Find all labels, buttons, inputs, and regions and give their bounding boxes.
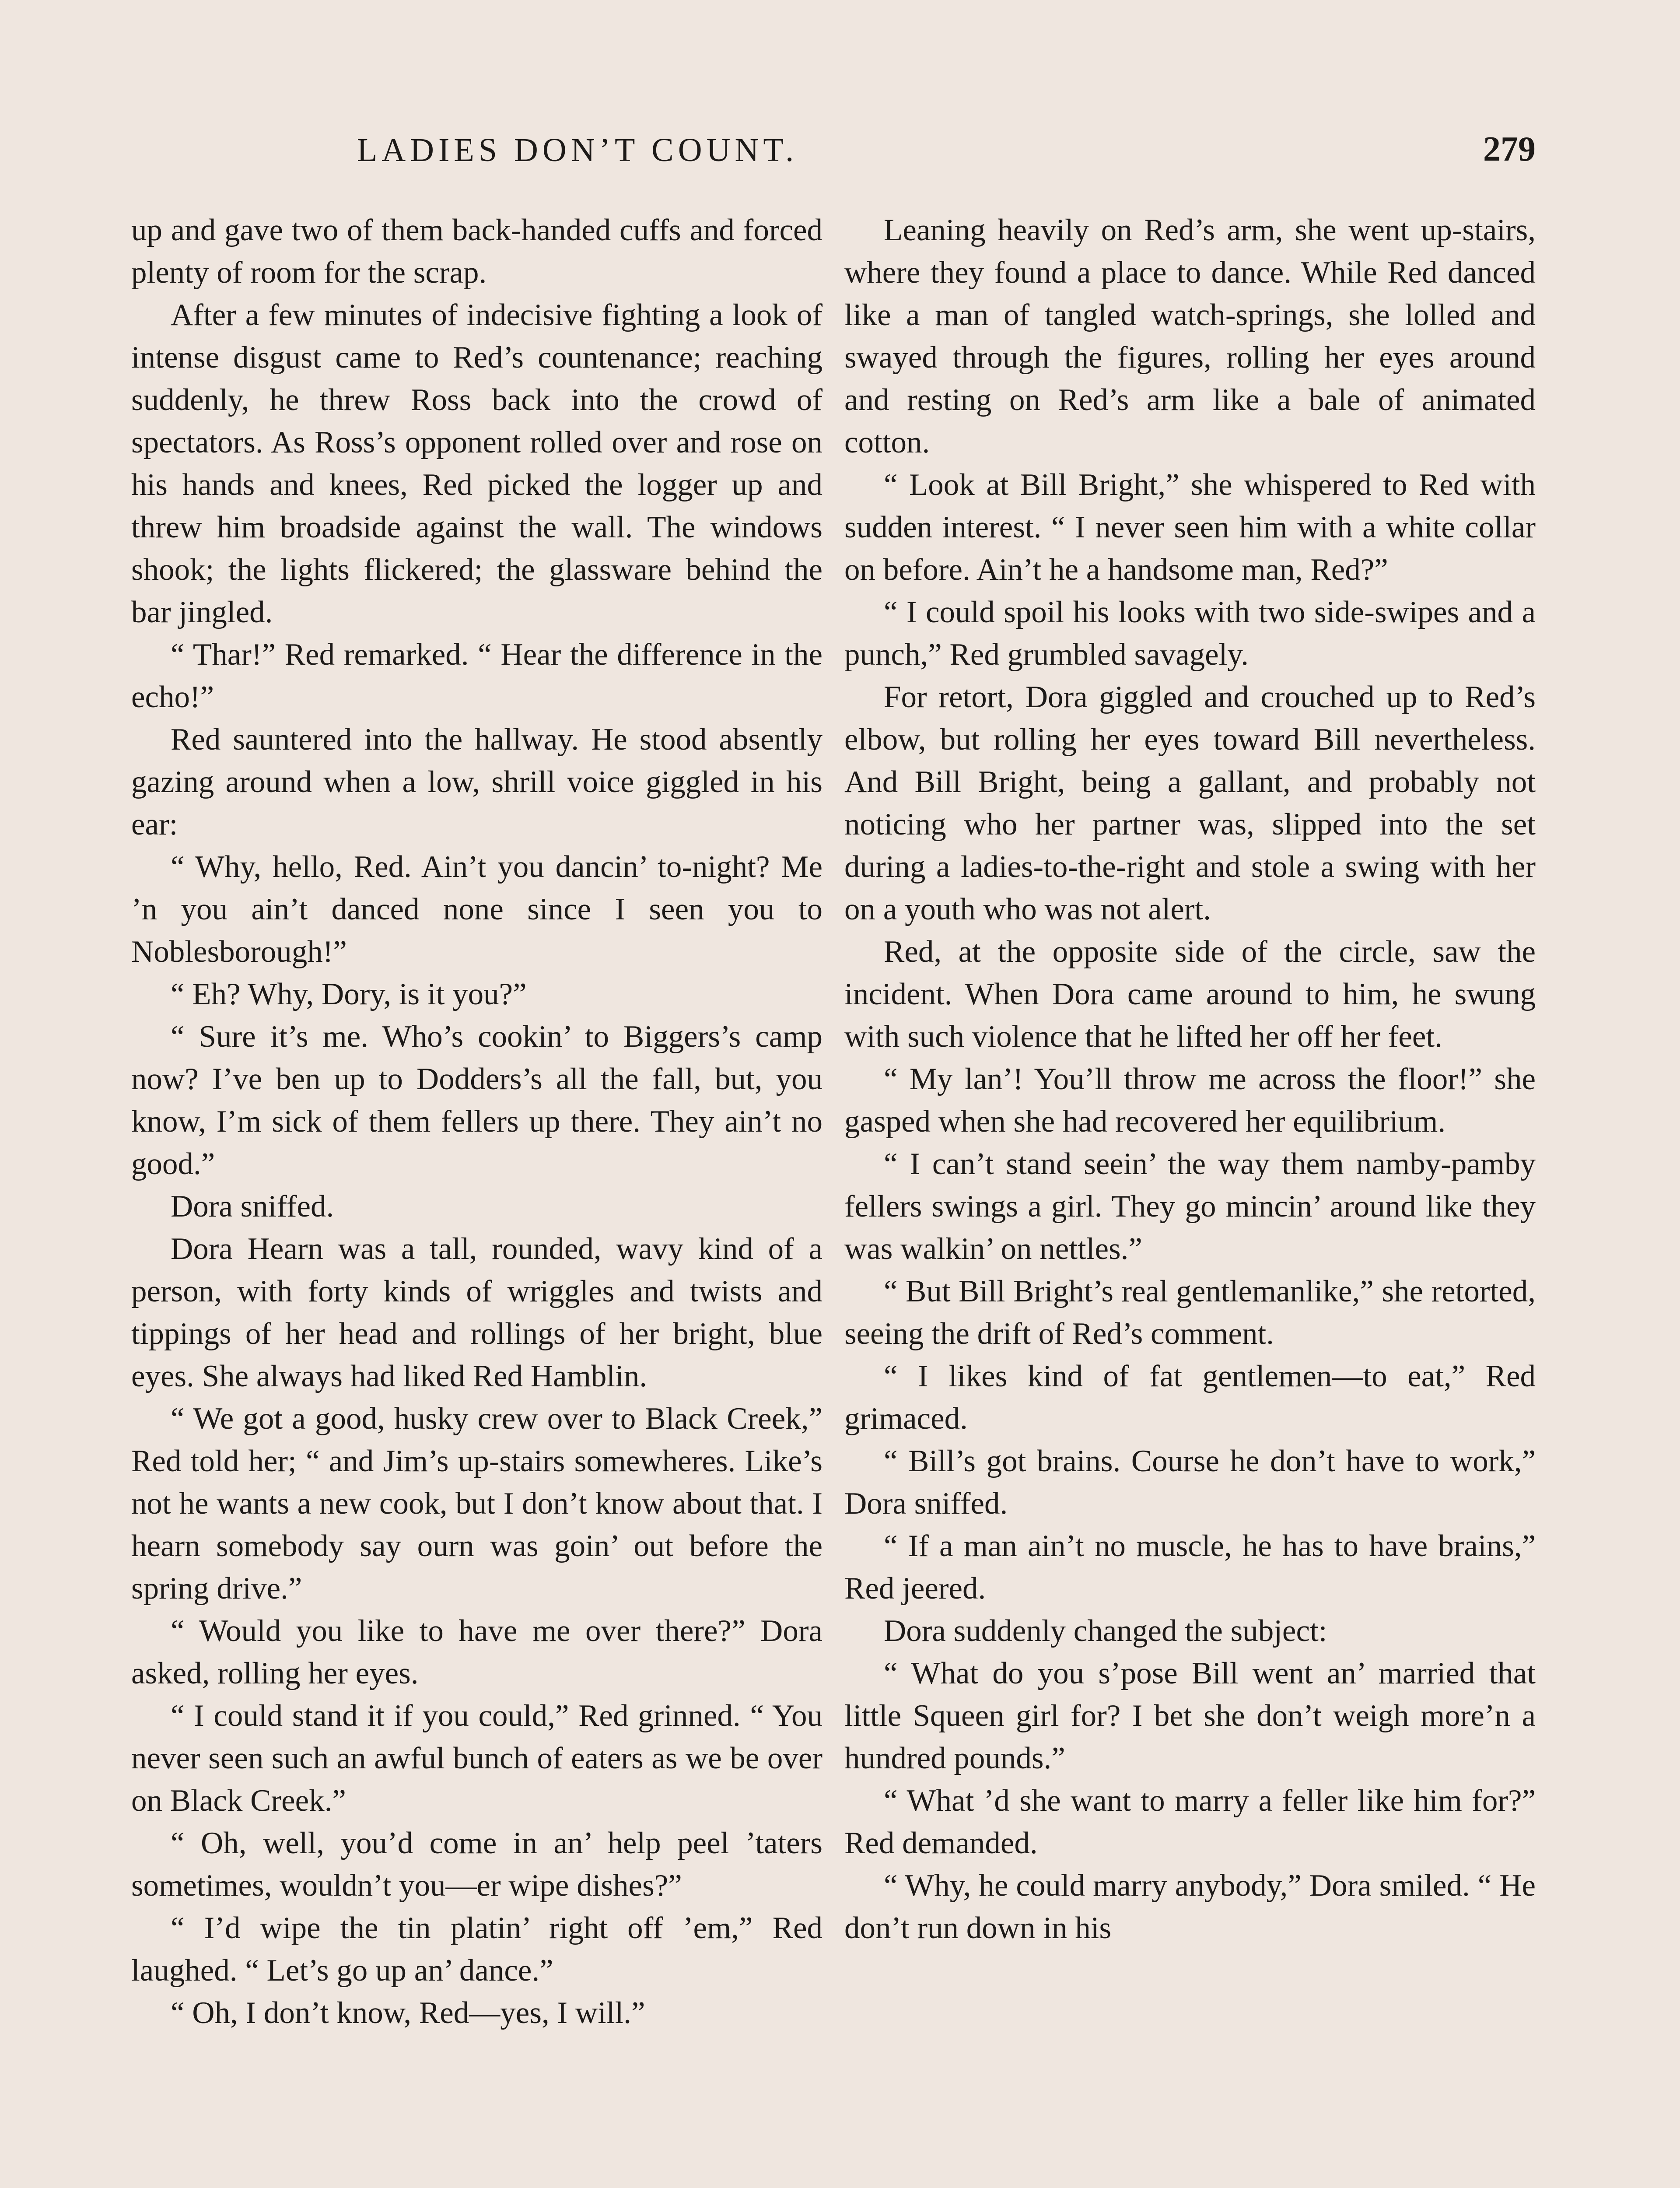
paragraph: “ If a man ain’t no muscle, he has to have brains,” Red jeered. [844,1529,1536,1606]
paragraph: “ What do you s’pose Bill went an’ married that little Squeen girl for? I bet she don’t weigh more’n a hundred pounds.” [844,1656,1536,1775]
right-column [844,209,1536,1950]
paragraph: “ Would you like to have me over there?” Dora asked, rolling her eyes. [131,1614,822,1690]
paragraph: “ I can’t stand seein’ the way them namby-pamby fellers swings a girl. They go mincin’ around like they was walkin’ on nettles.” [844,1147,1536,1266]
paragraph: “ We got a good, husky crew over to Black Creek,” Red told her; “ and Jim’s up-stairs somewheres. Like’s not he wants a new cook, but I don’t know about that. I hearn somebody say ourn was goin’ out before the spring drive.” [131,1402,822,1606]
paragraph: Dora Hearn was a tall, rounded, wavy kind of a person, with forty kinds of wriggles and twists and tippings of her head and rollings of her bright, blue eyes. She always had liked Red Hamblin. [131,1232,822,1393]
paragraph: “ Eh? Why, Dory, is it you?” [171,977,527,1011]
left-column [131,209,822,2034]
paragraph: “ Oh, well, you’d come in an’ help peel ’taters sometimes, wouldn’t you—er wipe dishes?” [131,1826,822,1903]
paragraph: “ I likes kind of fat gentlemen—to eat,” Red grimaced. [844,1359,1536,1436]
paragraph: “ Bill’s got brains. Course he don’t have to work,” Dora sniffed. [844,1444,1536,1521]
paragraph: up and gave two of them back-handed cuffs and forced plenty of room for the scrap. [131,213,822,290]
paragraph: Dora sniffed. [171,1189,334,1224]
paragraph: “ Why, hello, Red. Ain’t you dancin’ to-night? Me ’n you ain’t danced none since I seen you to Noblesborough!” [131,850,822,969]
paragraph: After a few minutes of indecisive fighting a look of intense disgust came to Red’s countenance; reaching suddenly, he threw Ross back into the crowd of spectators. As Ross’s opponent rolled over and rose on his hands and knees, Red picked the logger up and threw him broadside against the wall. The windows shook; the lights flickered; the glassware behind the bar jingled. [131,298,822,629]
paragraph: “ Sure it’s me. Who’s cookin’ to Biggers’s camp now? I’ve ben up to Dodders’s all the fall, but, you know, I’m sick of them fellers up there. They ain’t no good.” [131,1020,822,1181]
paragraph: “ Oh, I don’t know, Red—yes, I will.” [171,1996,645,2030]
paragraph: “ Look at Bill Bright,” she whispered to Red with sudden interest. “ I never seen him with a white collar on before. Ain’t he a handsome man, Red?” [844,468,1536,587]
paragraph: Dora suddenly changed the subject: [884,1614,1327,1648]
paragraph: Leaning heavily on Red’s arm, she went up-stairs, where they found a place to dance. While Red danced like a man of tangled watch-springs, she lolled and swayed through the figures, rolling her eyes around and resting on Red’s arm like a bale of animated cotton. [844,213,1536,459]
paragraph: For retort, Dora giggled and crouched up to Red’s elbow, but rolling her eyes toward Bill nevertheless. And Bill Bright, being a gallant, and probably not noticing who her partner was, slipped into the set during a ladies-to-the-right and stole a swing with her on a youth who was not alert. [844,680,1536,926]
paragraph: “ I’d wipe the tin platin’ right off ’em,” Red laughed. “ Let’s go up an’ dance.” [131,1911,822,1988]
paragraph: “ I could spoil his looks with two side-swipes and a punch,” Red grumbled savagely. [844,595,1536,672]
paragraph: “ Why, he could marry anybody,” Dora smiled. “ He don’t run down in his [844,1869,1536,1945]
paragraph: Red, at the opposite side of the circle, saw the incident. When Dora came around to him, he swung with such violence that he lifted her off her feet. [844,935,1536,1054]
paragraph: “ What ’d she want to marry a feller like him for?” Red demanded. [844,1784,1536,1860]
paragraph: “ I could stand it if you could,” Red grinned. “ You never seen such an awful bunch of eaters as we be over on Black Creek.” [131,1699,822,1818]
running-title: LADIES DON’T COUNT. [357,132,798,168]
paragraph: Red sauntered into the hallway. He stood absently gazing around when a low, shrill voice giggled in his ear: [131,722,822,842]
paragraph: “ My lan’! You’ll throw me across the floor!” she gasped when she had recovered her equilibrium. [844,1062,1536,1139]
paragraph: “ Thar!” Red remarked. “ Hear the difference in the echo!” [131,638,822,714]
page-header [0,131,1680,184]
paragraph: “ But Bill Bright’s real gentlemanlike,” she retorted, seeing the drift of Red’s comment. [844,1274,1536,1351]
page-number: 279 [1483,130,1536,168]
